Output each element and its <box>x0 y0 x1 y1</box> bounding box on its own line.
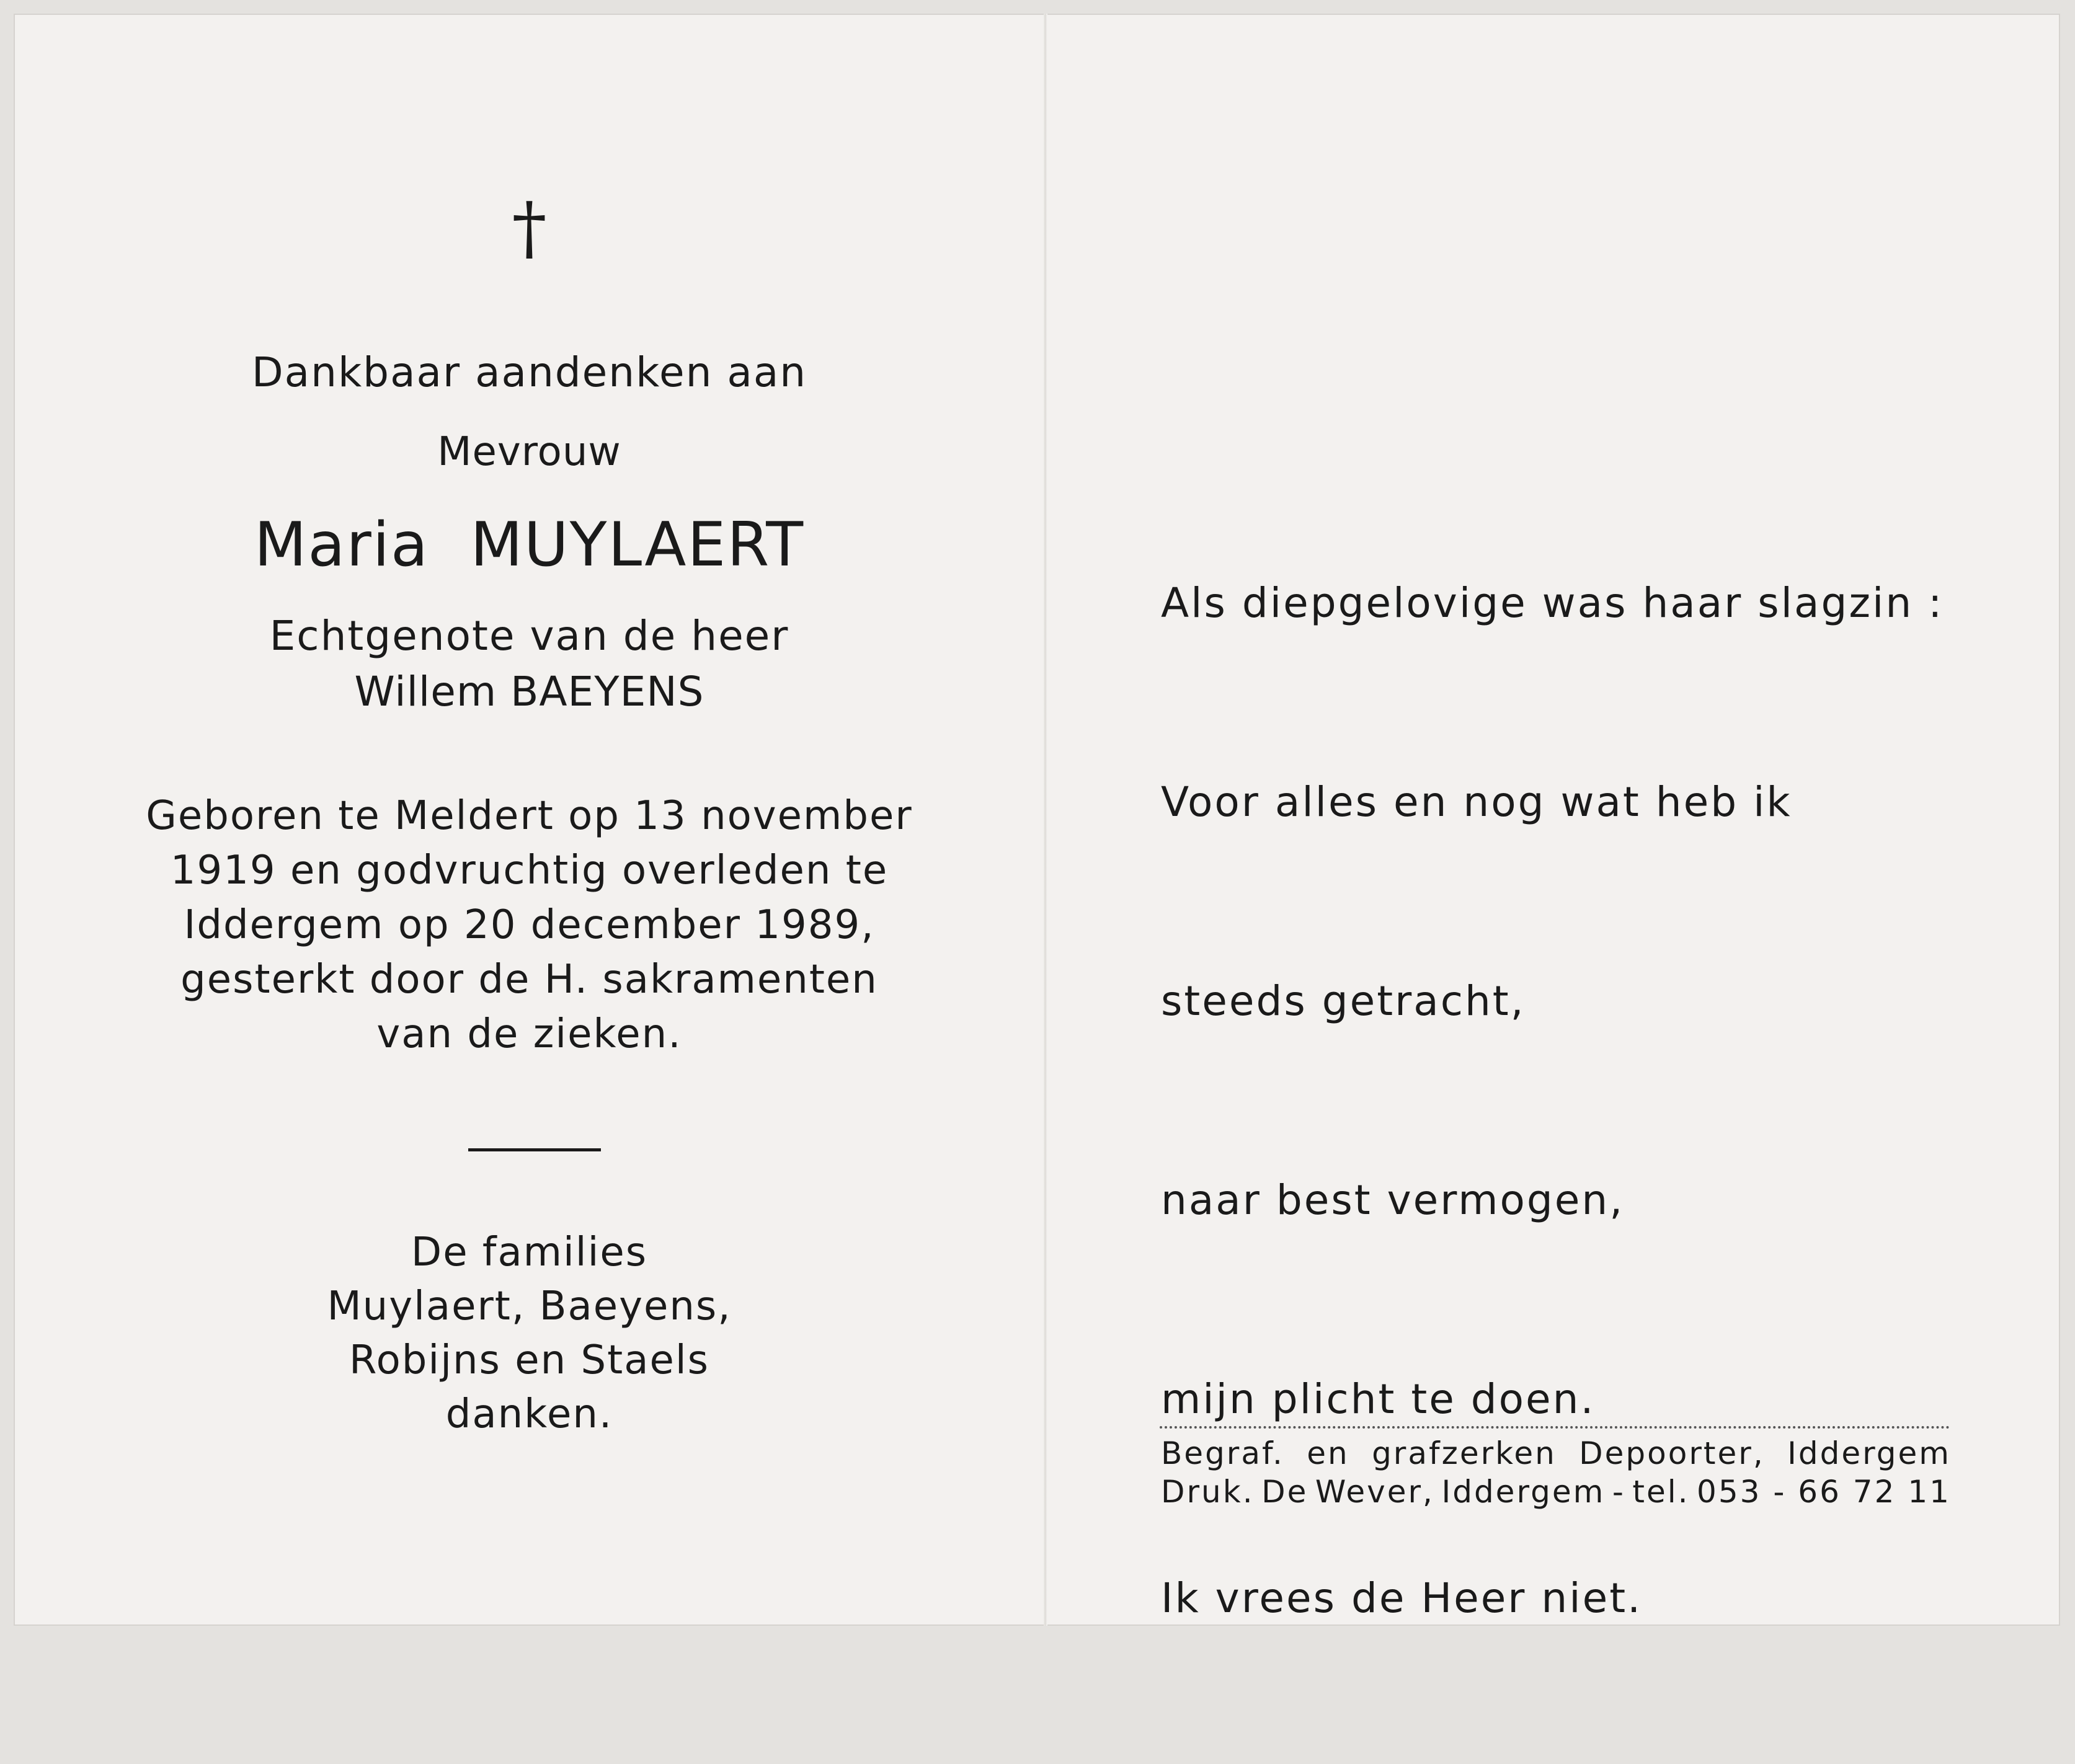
honorific: Mevrouw <box>437 429 621 475</box>
motto-line: Voor alles en nog wat heb ik <box>1161 778 1792 826</box>
footer-phone: 053 - 66 72 11 <box>1697 1474 1951 1510</box>
family-line: danken. <box>445 1391 613 1437</box>
cross-icon: † <box>512 188 547 268</box>
memorial-card <box>14 14 2060 1626</box>
motto-line: Als diepgelovige was haar slagzin : <box>1161 579 1944 627</box>
motto-line: naar best vermogen, <box>1161 1176 1625 1224</box>
bio-line: gesterkt door de H. sakramenten <box>180 957 878 1003</box>
heading: Dankbaar aandenken aan <box>251 348 807 396</box>
card-fold <box>1044 14 1047 1626</box>
footer-undertaker <box>1161 1435 1951 1471</box>
bio-line: 1919 en godvruchtig overleden te <box>170 848 889 893</box>
family-line: De families <box>411 1230 648 1275</box>
biography <box>14 789 1045 1062</box>
family-line: Robijns en Staels <box>349 1337 709 1383</box>
motto-line: mijn plicht te doen. <box>1161 1375 1596 1423</box>
footer-word: - <box>1612 1474 1625 1510</box>
bio-line: Iddergem op 20 december 1989, <box>184 902 875 948</box>
footer-word: Wever, <box>1315 1474 1434 1510</box>
footer-word: Iddergem <box>1787 1435 1951 1471</box>
bio-line: Geboren te Meldert op 13 november <box>146 793 913 839</box>
footer-printer <box>1161 1474 1951 1510</box>
bio-line: van de zieken. <box>376 1011 682 1057</box>
divider-line <box>468 1148 601 1151</box>
footer-word: Druk. <box>1161 1474 1255 1510</box>
motto-line: steeds getracht, <box>1161 977 1526 1025</box>
motto <box>1161 437 1944 1764</box>
footer-word: De <box>1261 1474 1309 1510</box>
footer-word: grafzerken <box>1372 1435 1557 1471</box>
spouse-line-1: Echtgenote van de heer <box>269 612 789 660</box>
footer-word: en <box>1307 1435 1349 1471</box>
motto-line: Ik vrees de Heer niet. <box>1161 1574 1643 1622</box>
footer-word: Iddergem <box>1441 1474 1606 1510</box>
family-line: Muylaert, Baeyens, <box>327 1283 732 1329</box>
family-thanks <box>14 1226 1045 1442</box>
left-panel <box>14 14 1045 1626</box>
spouse-line-2: Willem BAEYENS <box>354 668 704 716</box>
footer-word: tel. <box>1632 1474 1690 1510</box>
footer-word: Begraf. <box>1161 1435 1284 1471</box>
deceased-name: Maria MUYLAERT <box>254 510 805 580</box>
footer-word: Depoorter, <box>1579 1435 1765 1471</box>
dotted-separator <box>1160 1426 1950 1429</box>
